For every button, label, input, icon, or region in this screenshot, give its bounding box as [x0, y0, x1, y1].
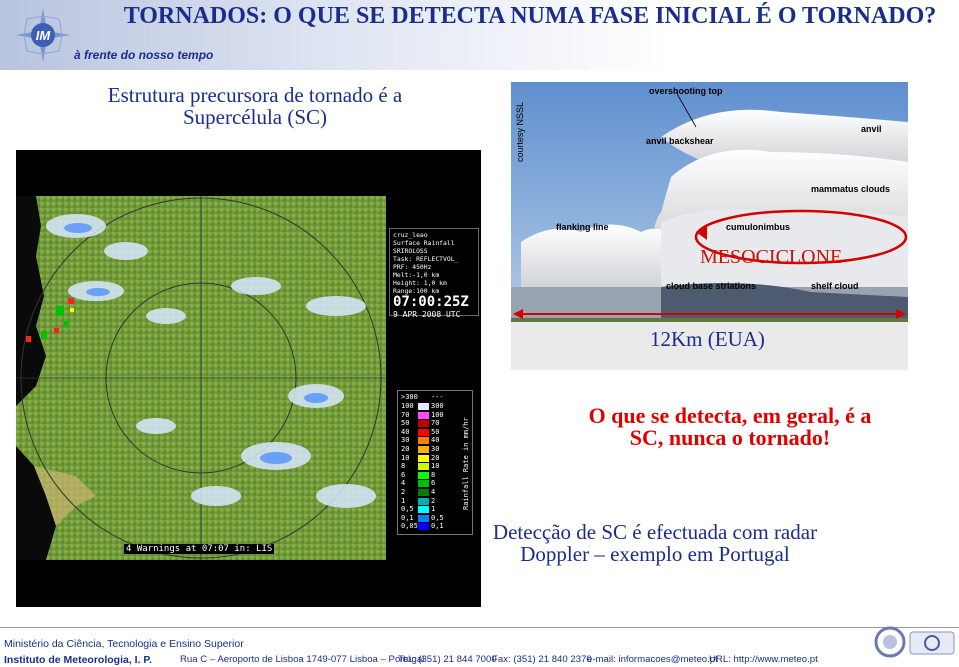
legend-value: >300: [401, 393, 418, 401]
radar-map: [16, 196, 386, 560]
key-statement: O que se detecta, em geral, é a SC, nunca o tornado!: [588, 403, 872, 450]
tagline: à frente do nosso tempo: [74, 48, 214, 62]
logo-text: IM: [35, 28, 51, 43]
footer-institute: Instituto de Meteorologia, I. P.: [4, 654, 152, 666]
radar-info-line: Task: REFLECTVOL_: [393, 255, 459, 263]
legend-swatch: [418, 489, 429, 496]
label-anvil: anvil: [861, 124, 882, 134]
radar-info-line: Melt:-1,0 km: [393, 271, 440, 279]
subtitle: Estrutura precursora de tornado é a Supercélula (SC): [107, 83, 403, 129]
legend-value: 30: [401, 436, 410, 445]
legend-value: 2: [401, 488, 406, 496]
legend-swatch: [418, 446, 429, 453]
label-cloud-base-striations: cloud base striations: [666, 281, 757, 291]
legend-swatch: [418, 463, 429, 470]
legend-row: [400, 411, 470, 419]
legend-row: [400, 445, 470, 453]
legend-value: ---: [431, 393, 444, 401]
legend-value: 10: [431, 462, 440, 471]
legend-value: 4: [431, 488, 436, 496]
radar-info-line: cruz_leao: [393, 231, 428, 239]
radar-info-line: SRIROLOSS: [393, 247, 428, 255]
legend-row: [400, 436, 470, 444]
legend-value: 70: [431, 419, 440, 428]
legend-value: 30: [431, 445, 440, 453]
legend-value: 50: [431, 427, 440, 436]
partner-logos: [870, 624, 958, 664]
label-anvil-backshear: anvil backshear: [646, 136, 714, 146]
legend-value: 100: [401, 402, 414, 410]
legend-swatch: [418, 412, 429, 419]
legend-swatch: [418, 472, 429, 479]
legend-row: [400, 419, 470, 427]
radar-info-panel: [389, 228, 479, 319]
legend-value: 300: [431, 402, 444, 410]
label-cumulonimbus: cumulonimbus: [726, 222, 791, 232]
radar-date: 9 APR 2008 UTC: [393, 310, 461, 319]
footer-tel: Tel.: (351) 21 844 7000: [398, 654, 497, 665]
legend-swatch: [418, 455, 429, 462]
mesocyclone-label: MESOCICLONE: [700, 246, 843, 268]
legend-row: [400, 462, 470, 470]
legend-value: 40: [401, 427, 410, 436]
label-mammatus: mammatus clouds: [811, 184, 891, 194]
radar-info-line: Surface Rainfall: [393, 239, 455, 247]
legend-value: 40: [431, 436, 440, 445]
legend-unit: Rainfall Rate in mm/hr: [462, 417, 470, 510]
footer-email[interactable]: e-mail: informacoes@meteo.pt: [587, 654, 718, 665]
height-label: 12Km (EUA): [650, 327, 765, 351]
legend-swatch: [418, 437, 429, 444]
legend-value: 20: [431, 453, 440, 462]
detection-note: Detecção de SC é efectuada com radar Doppler – exemplo em Portugal: [492, 520, 818, 566]
legend-value: 70: [401, 410, 410, 419]
radar-info-line: PRF: 450Hz: [393, 263, 432, 271]
page-title: TORNADOS: O QUE SE DETECTA NUMA FASE INICIAL É O TORNADO?: [123, 3, 937, 29]
legend-row: [400, 522, 470, 530]
footer-divider: [0, 627, 959, 628]
legend-swatch: [418, 506, 429, 513]
radar-time: 07:00:25Z: [393, 294, 469, 310]
legend-value: 8: [431, 470, 436, 479]
legend-swatch: [418, 429, 429, 436]
legend-swatch: [418, 420, 429, 427]
legend-row: [400, 505, 470, 513]
legend-value: 6: [401, 470, 406, 479]
legend-value: 8: [401, 462, 406, 471]
legend-row: [400, 488, 470, 496]
legend-row: [400, 402, 470, 410]
legend-value: 20: [401, 445, 410, 453]
legend-value: 4: [401, 479, 406, 488]
footer-address: Rua C – Aeroporto de Lisboa 1749-077 Lisboa – Portugal: [180, 654, 425, 665]
footer-ministry: Ministério da Ciência, Tecnologia e Ensino Superior: [4, 638, 244, 650]
radar-info-line: Range:100 km: [393, 287, 440, 295]
warnings-banner: 4 Warnings at 07:07 in: LIS: [126, 544, 273, 554]
legend-value: 1: [401, 496, 406, 505]
legend-swatch: [418, 523, 429, 530]
legend-value: 1: [431, 505, 436, 514]
legend-value: 6: [431, 479, 436, 488]
footer-url[interactable]: URL: http://www.meteo.pt: [709, 654, 818, 665]
legend-value: 0,1: [431, 522, 444, 531]
label-shelf-cloud: shelf cloud: [811, 281, 859, 291]
footer-fax: Fax: (351) 21 840 2370: [492, 654, 592, 665]
radar-info-line: Height: 1,0 km: [393, 279, 447, 287]
footer-info: [4, 654, 959, 667]
legend-row: [400, 471, 470, 479]
legend-swatch: [418, 403, 429, 410]
legend-value: 50: [401, 419, 410, 428]
legend-value: 10: [401, 453, 410, 462]
legend-value: 0,05: [401, 522, 418, 531]
legend-row: [400, 514, 470, 522]
institute-logo: [14, 6, 72, 64]
legend-row: [400, 479, 470, 487]
legend-value: 2: [431, 496, 436, 505]
radar-image: [16, 150, 481, 607]
legend-row: [400, 393, 470, 401]
label-overshooting: overshooting top: [649, 86, 723, 96]
legend-swatch: [418, 498, 429, 505]
legend-swatch: [418, 480, 429, 487]
label-flanking-line: flanking line: [556, 222, 609, 232]
legend-swatch: [418, 515, 429, 522]
legend-row: [400, 497, 470, 505]
legend-value: 0,1: [401, 513, 414, 522]
label-courtesy: courtesy NSSL: [515, 101, 525, 162]
legend-value: 0,5: [401, 505, 414, 514]
legend-value: 0,5: [431, 513, 444, 522]
legend-row: [400, 428, 470, 436]
legend-row: [400, 454, 470, 462]
legend-value: 100: [431, 410, 444, 419]
